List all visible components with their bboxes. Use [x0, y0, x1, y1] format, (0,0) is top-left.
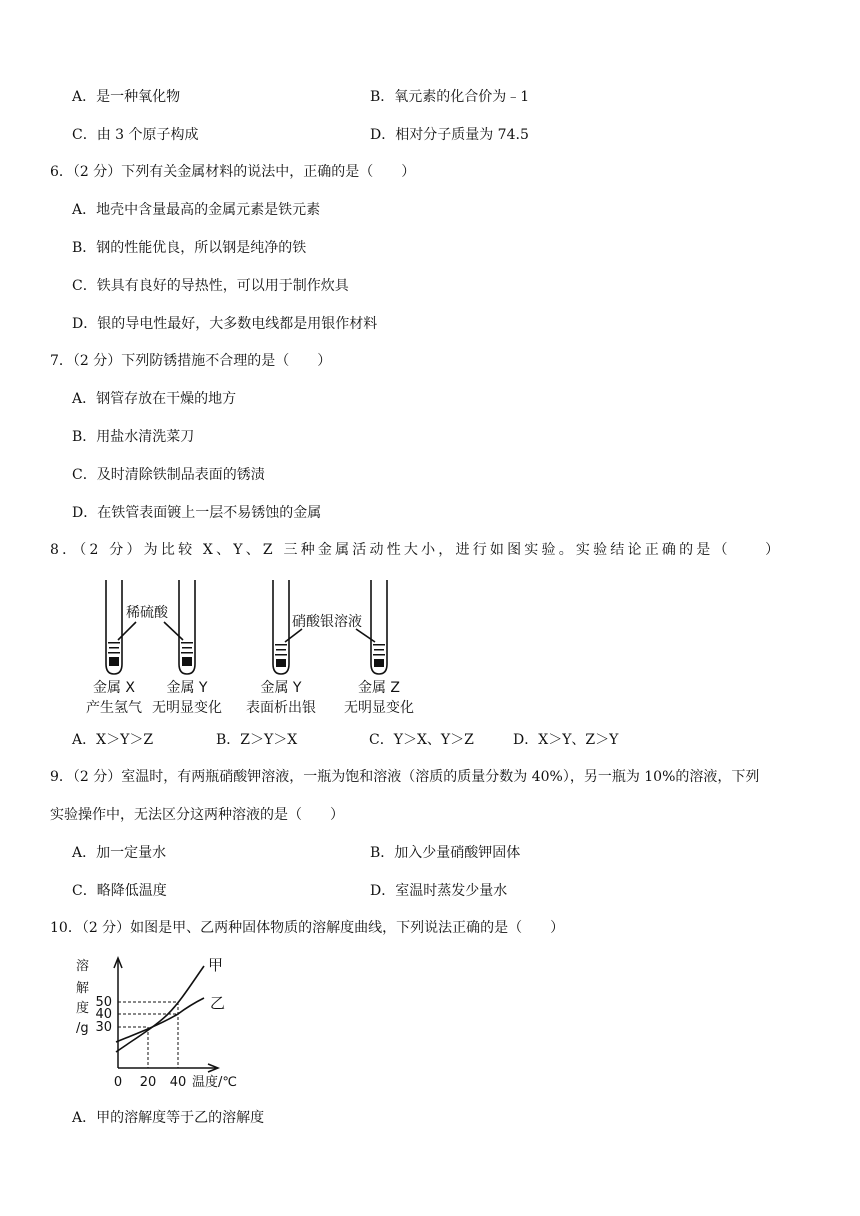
q7-stem: 7．（2 分）下列防锈措施不合理的是（ ）	[50, 353, 332, 369]
q7-option-b: B．用盐水清洗菜刀	[72, 429, 195, 445]
reagent-label-silver-nitrate: 硝酸银溶液	[292, 614, 362, 630]
tube-2-result: 无明显变化	[152, 700, 222, 716]
x-tick-40: 40	[169, 1075, 187, 1090]
q6-option-d: D．银的导电性最好，大多数电线都是用银作材料	[72, 316, 378, 332]
q7-option-d: D．在铁管表面镀上一层不易锈蚀的金属	[72, 505, 322, 521]
y-tick-40: 40	[95, 1007, 112, 1022]
q8-option-b: B．Z＞Y＞X	[216, 732, 298, 748]
q10-stem: 10．（2 分）如图是甲、乙两种固体物质的溶解度曲线，下列说法正确的是（ ）	[50, 920, 565, 936]
q6-stem: 6．（2 分）下列有关金属材料的说法中，正确的是（ ）	[50, 164, 416, 180]
q5-option-c: C．由 3 个原子构成	[72, 127, 199, 143]
y-tick-30: 30	[95, 1020, 112, 1035]
curve-jia	[116, 966, 204, 1052]
x-tick-0: 0	[113, 1075, 123, 1090]
q8-option-d: D．X＞Y、Z＞Y	[513, 732, 619, 748]
q10-solubility-graph	[66, 950, 256, 1092]
q8-test-tube-figure	[66, 572, 436, 720]
ylabel-char-4: /g	[76, 1021, 89, 1036]
q8-option-a: A．X＞Y＞Z	[72, 732, 154, 748]
x-axis-label: 温度/℃	[192, 1075, 237, 1090]
q9-option-d: D．室温时蒸发少量水	[370, 883, 508, 899]
tube-4-metal: 金属 Z	[357, 680, 401, 696]
ylabel-char-1: 溶	[76, 959, 90, 974]
tube-1-metal: 金属 X	[92, 680, 136, 696]
ylabel-char-2: 解	[76, 981, 90, 996]
curve-label-yi: 乙	[210, 994, 226, 1012]
q9-option-b: B．加入少量硝酸钾固体	[370, 845, 521, 861]
tube-1-result: 产生氢气	[86, 700, 142, 716]
q8-option-c: C．Y＞X、Y＞Z	[369, 732, 474, 748]
x-tick-20: 20	[139, 1075, 157, 1090]
q9-stem-line2: 实验操作中，无法区分这两种溶液的是（ ）	[50, 807, 344, 823]
q6-option-a: A．地壳中含量最高的金属元素是铁元素	[72, 202, 321, 218]
y-tick-50: 50	[95, 995, 112, 1010]
tube-3-metal: 金属 Y	[260, 680, 302, 696]
q10-option-a: A．甲的溶解度等于乙的溶解度	[72, 1110, 265, 1126]
q7-option-c: C．及时清除铁制品表面的锈渍	[72, 467, 265, 483]
q9-option-a: A．加一定量水	[72, 845, 167, 861]
q6-option-b: B．钢的性能优良，所以钢是纯净的铁	[72, 240, 307, 256]
q6-option-c: C．铁具有良好的导热性，可以用于制作炊具	[72, 278, 349, 294]
q9-stem-line1: 9．（2 分）室温时，有两瓶硝酸钾溶液，一瓶为饱和溶液（溶质的质量分数为 40%），另一瓶为 10%的溶液，下列	[50, 769, 760, 785]
q5-option-d: D．相对分子质量为 74.5	[370, 127, 529, 143]
tube-4-result: 无明显变化	[344, 700, 414, 716]
q9-option-c: C．略降低温度	[72, 883, 167, 899]
reagent-label-sulfuric-acid: 稀硫酸	[126, 605, 168, 621]
q5-option-b: B．氧元素的化合价为﹣1	[370, 89, 530, 105]
q5-option-a: A．是一种氧化物	[72, 89, 181, 105]
tube-2-metal: 金属 Y	[166, 680, 208, 696]
q7-option-a: A．钢管存放在干燥的地方	[72, 391, 237, 407]
tube-3-result: 表面析出银	[246, 700, 316, 716]
ylabel-char-3: 度	[76, 1001, 90, 1016]
q8-stem: 8．（2 分）为比较 X、Y、Z 三种金属活动性大小，进行如图实验。实验结论正确的是（ ）	[50, 542, 783, 558]
curve-label-jia: 甲	[208, 956, 224, 974]
